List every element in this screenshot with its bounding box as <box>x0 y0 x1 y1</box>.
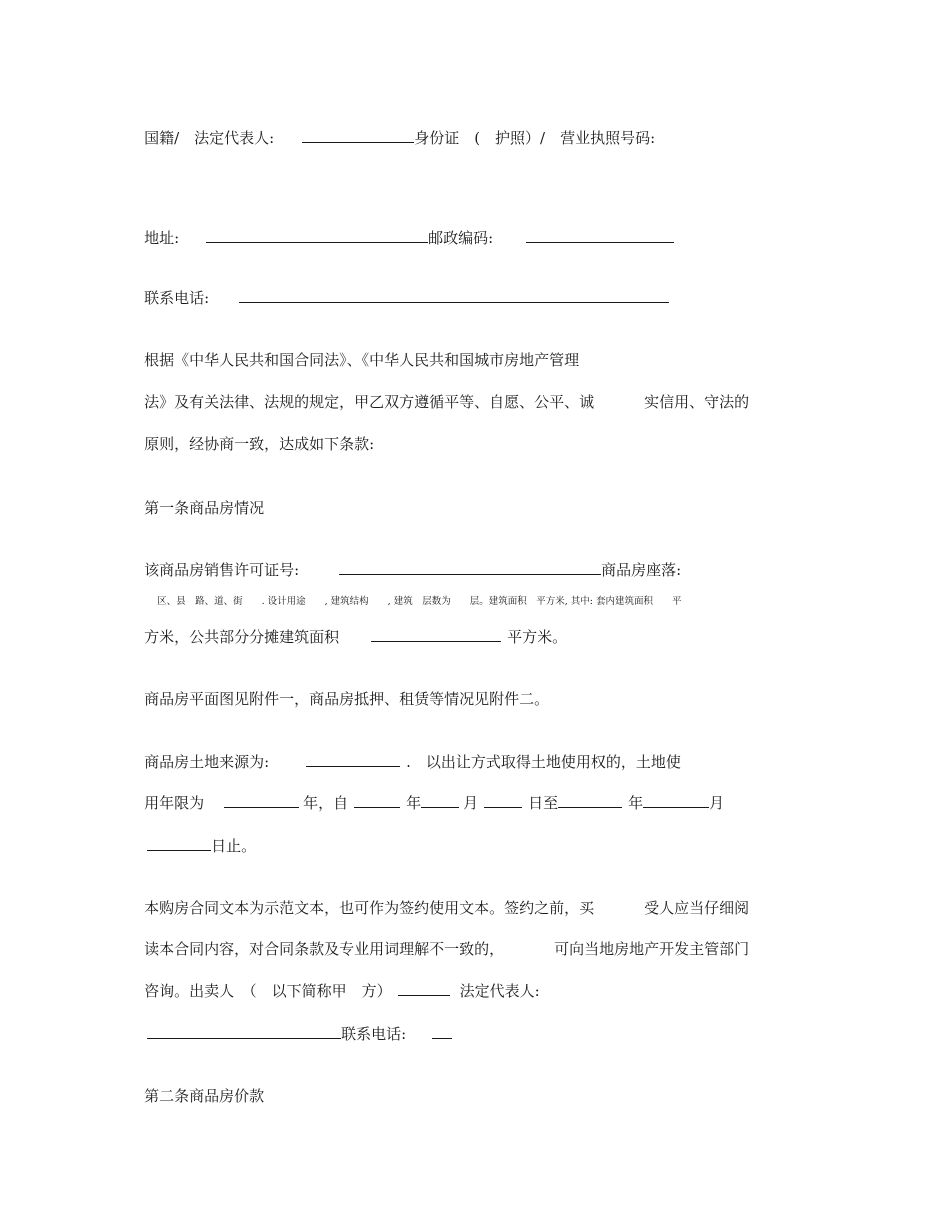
seller-blank <box>398 981 450 996</box>
representative-blank <box>302 128 414 143</box>
end-month-label: 月 <box>709 794 725 812</box>
article-2-title: 第二条商品房价款 <box>144 1087 265 1105</box>
basis-text-2b: 实信用、守法的 <box>644 393 750 411</box>
basis-text-3: 原则，经协商一致，达成如下条款: <box>144 435 375 453</box>
term-end-line <box>128 816 256 876</box>
template-text-1a: 本购房合同文本为示范文本，也可作为签约使用文本。签约之前，买 <box>144 899 595 917</box>
attachment-text: 商品房平面图见附件一，商品房抵押、租赁等情况见附件二。 <box>144 690 550 708</box>
nationality-line <box>125 108 655 168</box>
land-source-blank <box>306 752 400 767</box>
property-detail-text: 区、县 路、道、街 . 设计用途 , 建筑结构 , 建筑 层数为 层。建筑面积 平方米, 其中: 套内建筑面积 平 <box>157 596 682 607</box>
attachment-line <box>125 669 549 729</box>
shared-area-label: 方米，公共部分分摊建筑面积 <box>144 628 340 646</box>
end-year-blank <box>558 793 622 808</box>
template-text-2a: 读本合同内容，对合同条款及专业用词理解不一致的， <box>144 940 505 958</box>
phone-line <box>125 268 669 328</box>
land-source-label: 商品房土地来源为: <box>144 753 270 771</box>
shared-area-blank <box>371 627 501 642</box>
term-years-blank <box>224 793 299 808</box>
basis-text-1: 根据《中华人民共和国合同法》、《中华人民共和国城市房地产管理 <box>144 351 580 369</box>
term-label: 用年限为 <box>144 794 205 812</box>
article-1-title: 第一条商品房情况 <box>144 499 265 517</box>
end-day-label: 日止。 <box>211 837 257 855</box>
address-blank <box>206 228 428 243</box>
permit-label: 该商品房销售许可证号: <box>144 561 300 579</box>
id-label: 身份证 ( 护照）/ 营业执照号码: <box>414 129 656 147</box>
end-label: 日至 <box>528 794 559 812</box>
seller-representative-blank <box>147 1024 341 1039</box>
start-day-blank <box>484 793 522 808</box>
article-2-heading <box>125 1066 264 1126</box>
phone-blank <box>239 288 669 303</box>
seller-representative-label: 法定代表人: <box>459 982 540 1000</box>
term-from-label: 年，自 <box>303 794 349 812</box>
address-line <box>125 208 674 268</box>
land-source-text: . 以出让方式取得土地使用权的，土地使 <box>406 753 681 771</box>
end-day-blank <box>147 836 211 851</box>
seller-label: 咨询。出卖人 （ 以下简称甲 方） <box>144 982 392 1000</box>
start-year-label: 年 <box>406 794 422 812</box>
postcode-blank <box>526 228 674 243</box>
template-text-1b: 受人应当仔细阅 <box>644 899 750 917</box>
article-1-heading <box>125 478 264 538</box>
basis-text-2a: 法》及有关法律、法规的规定，甲乙双方遵循平等、自愿、公平、诚 <box>144 393 595 411</box>
end-year-label: 年 <box>628 794 644 812</box>
nationality-label: 国籍/ 法定代表人: <box>144 129 275 147</box>
postcode-label: 邮政编码: <box>428 229 494 247</box>
end-month-blank <box>643 793 709 808</box>
basis-line-3 <box>125 414 374 474</box>
seller-phone-label: 联系电话: <box>341 1025 407 1043</box>
location-label: 商品房座落: <box>601 561 682 579</box>
start-year-blank <box>354 793 400 808</box>
seller-phone-line <box>128 1004 452 1064</box>
template-text-2b: 可向当地房地产开发主管部门 <box>554 940 750 958</box>
phone-label: 联系电话: <box>144 289 210 307</box>
start-month-label: 月 <box>463 794 479 812</box>
start-month-blank <box>421 793 459 808</box>
seller-phone-blank <box>432 1024 452 1039</box>
area-unit: 平方米。 <box>507 628 568 646</box>
area-line <box>125 607 567 667</box>
address-label: 地址: <box>144 229 180 247</box>
